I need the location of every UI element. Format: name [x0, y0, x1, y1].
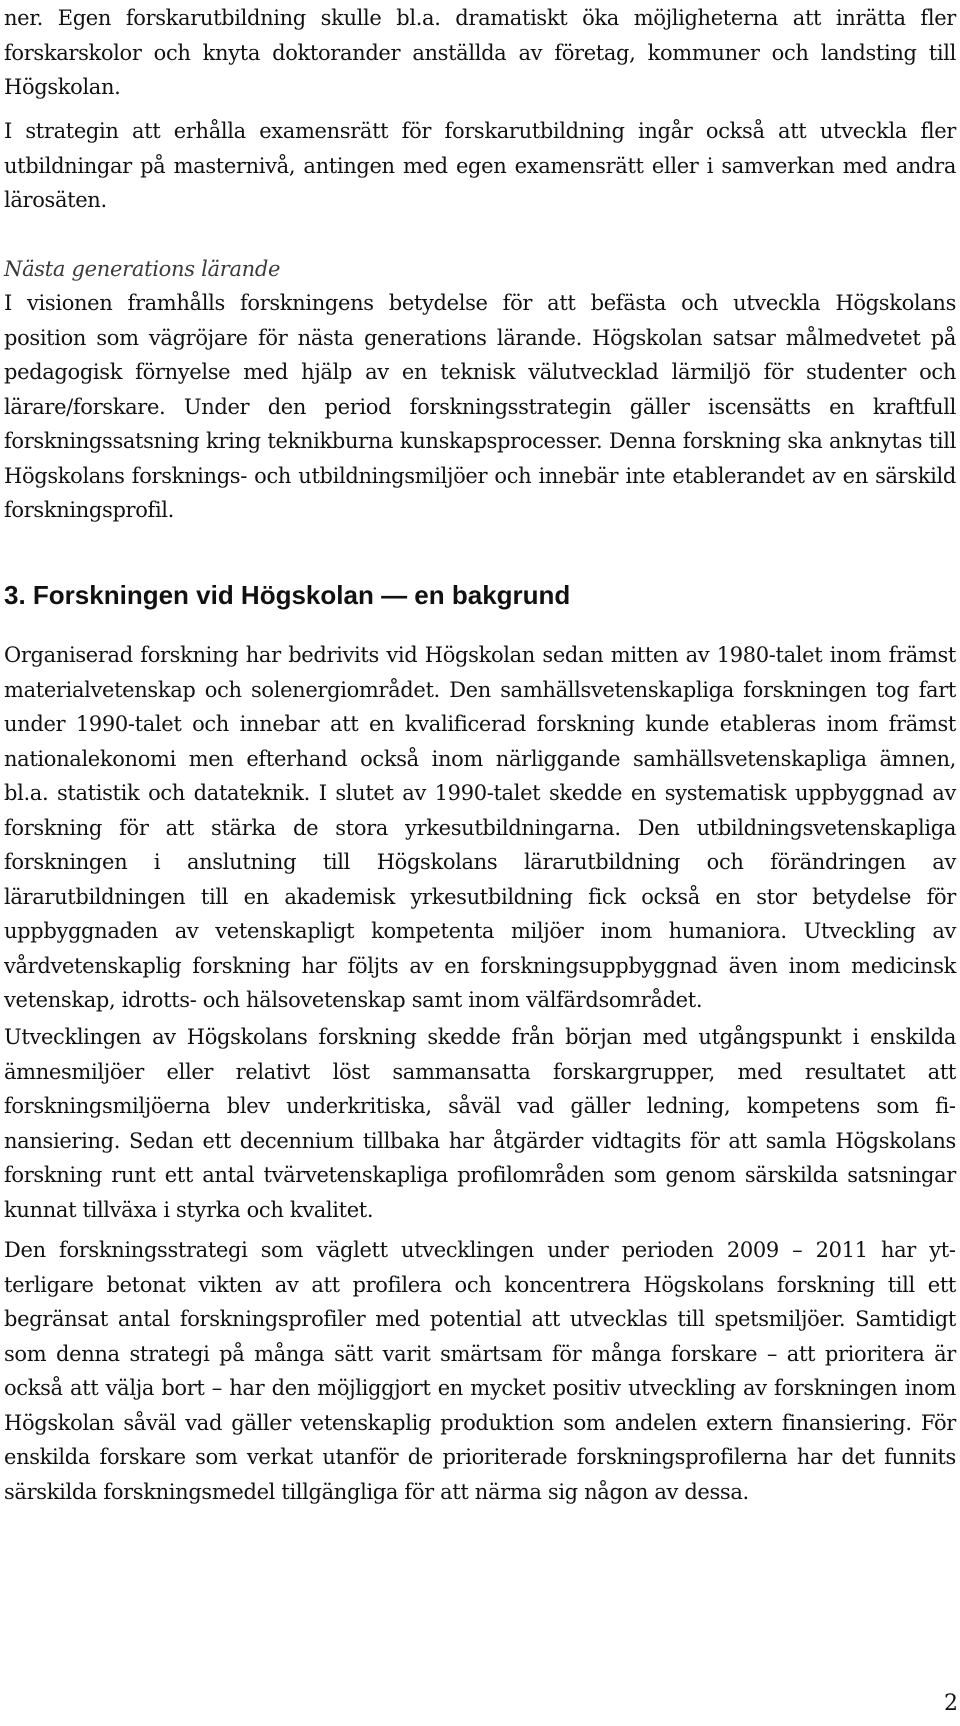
paragraph-utvecklingen: Utvecklingen av Högskolans forskning skedde från början med utgångspunkt i enskilda ämnesmiljöer eller relativt löst sammansatta forskargrupper, med resultatet att forskningsmiljöerna blev underkritiska, såväl vad gäller ledning, kompetens som finansiering. Sedan ett decennium tillbaka har åtgärder vidtagits för att samla Högskolans forskning runt ett antal tvärvetenskapliga profilområden som genom särskilda satsningar kunnat tillväxa i styrka och kvalitet.: [4, 1025, 956, 1222]
paragraph-forskningsstrategi: Den forskningsstrategi som väglett utvecklingen under perioden 2009 – 2011 har ytterligare betonat vikten av att profilera och koncentrera Högskolans forskning till ett begränsat antal forskningsprofiler med potential att utvecklas till spetsmiljöer. Samtidigt som denna strategi på många sätt varit smärtsam för många forskare – att prioritera är också att välja bort – har den möjliggjort en mycket positiv utveckling av forskningen inom Högskolan såväl vad gäller vetenskaplig produktion som andelen extern finansiering. För enskilda forskare som verkat utanför de prioriterade forskningsprofilerna har det funnits särskilda forskningsmedel tillgängliga för att närma sig någon av dessa.: [4, 1238, 956, 1504]
paragraph-forskarutbildning: ner. Egen forskarutbildning skulle bl.a. dramatiskt öka möjligheterna att inrätta fler forskarskolor och knyta doktorander anställda av företag, kommuner och landsting till Högskolan.: [4, 6, 956, 99]
paragraph-visionen: I visionen framhålls forskningens betydelse för att befästa och utveckla Högskolans position som vägröjare för nästa generations lärande. Högskolan satsar målmedvetet på pedagogisk förnyelse med hjälp av en teknisk välutvecklad lärmiljö för studenter och lärare/forskare. Under den period forskningsstrategin gäller iscensätts en kraftfull forskningssatsning kring teknikburna kunskapsprocesser. Denna forskning ska anknytas till Högskolans forsknings- och utbildningsmiljöer och innebär inte etablerandet av en särskild forskningsprofil.: [4, 291, 956, 522]
subheading-nasta-generations-larande: Nästa generations lärande: [4, 257, 281, 281]
section-heading: 3. Forskningen vid Högskolan — en bakgrund: [4, 580, 571, 610]
page-number: 2: [944, 1691, 958, 1716]
paragraph-organiserad-forskning: Organiserad forskning har bedrivits vid Högskolan sedan mitten av 1980-talet inom främst materialvetenskap och solenergiområdet. Den samhällsvetenskapliga forskningen tog fart under 1990-talet och innebar att en kvalificerad forskning kunde etableras inom främst nationalekonomi men efterhand också inom närliggande samhällsvetenskapliga ämnen, bl.a. statistik och datateknik. I slutet av 1990-talet skedde en systematisk uppbyggnad av forskning för att stärka de stora yrkesutbildningarna. Den utbildningsvetenskapliga forskningen i anslutning till Högskolans lärarutbildning och förändringen av lärarutbildningen till en akademisk yrkesutbildning fick också en stor betydelse för uppbyggnaden av vetenskapligt kompetenta miljöer inom humaniora. Utveckling av vårdvetenskaplig forskning har följts av en forskningsuppbyggnad även inom medicinsk vetenskap, idrotts- och hälsovetenskap samt inom välfärdsområdet.: [4, 643, 956, 1012]
paragraph-masterniva: I strategin att erhålla examensrätt för forskarutbildning ingår också att utveckla fler utbildningar på masternivå, antingen med egen examensrätt eller i samverkan med andra lärosäten.: [4, 119, 956, 212]
